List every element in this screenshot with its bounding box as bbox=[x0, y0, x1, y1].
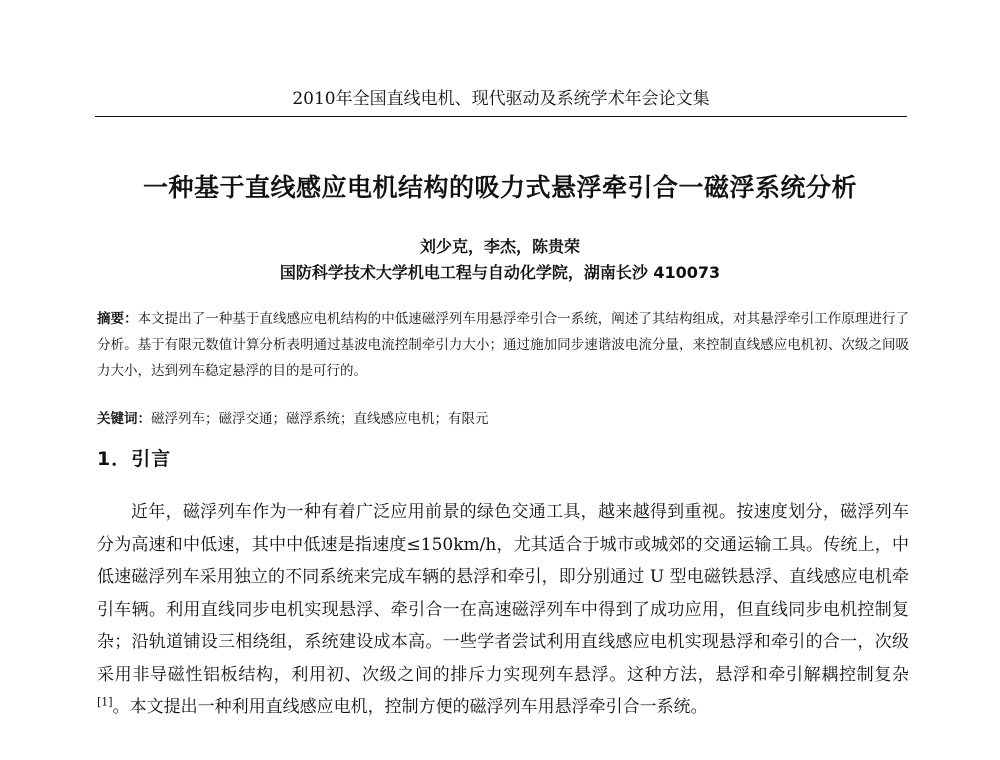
introduction-text-tail: 。本文提出一种利用直线感应电机，控制方便的磁浮列车用悬浮牵引合一系统。 bbox=[112, 697, 708, 717]
proceedings-header: 2010年全国直线电机、现代驱动及系统学术年会论文集 bbox=[292, 89, 710, 109]
section-heading-introduction: 1．引言 bbox=[97, 448, 172, 470]
abstract bbox=[97, 306, 909, 384]
abstract-label: 摘要： bbox=[97, 311, 138, 327]
paper-title: 一种基于直线感应电机结构的吸力式悬浮牵引合一磁浮系统分析 bbox=[142, 173, 857, 202]
keywords bbox=[97, 408, 909, 430]
introduction-paragraph bbox=[97, 496, 909, 724]
header-divider bbox=[95, 116, 907, 117]
keywords-text: 磁浮列车；磁浮交通；磁浮系统；直线感应电机；有限元 bbox=[151, 411, 489, 427]
paper-authors: 刘少克，李杰，陈贵荣 bbox=[419, 237, 580, 256]
introduction-text: 近年，磁浮列车作为一种有着广泛应用前景的绿色交通工具，越来越得到重视。按速度划分，磁浮列车分为高速和中低速，其中中低速是指速度≤150km/h，尤其适合于城市或城郊的交通运输工具。传统上，中低速磁浮列车采用独立的不同系统来完成车辆的悬浮和牵引，即分别通过 U 型电磁铁悬浮、直线感应电机牵引车辆。利用直线同步电机实现悬浮、牵引合一在高速磁浮列车中得到了成功应用，但直线同步电机控制复杂；沿轨道铺设三相绕组，系统建设成本高。一些学者尝试利用直线感应电机实现悬浮和牵引的合一，次级采用非导磁性铝板结构，利用初、次级之间的排斥力实现列车悬浮。这种方法，悬浮和牵引解耦控制复杂 bbox=[97, 502, 909, 685]
keywords-label: 关键词： bbox=[97, 411, 151, 427]
paper-affiliation: 国防科学技术大学机电工程与自动化学院，湖南长沙 410073 bbox=[279, 263, 721, 282]
citation-reference[interactable]: [1] bbox=[97, 695, 113, 709]
abstract-text: 本文提出了一种基于直线感应电机结构的中低速磁浮列车用悬浮牵引合一系统，阐述了其结构组成，对其悬浮牵引工作原理进行了分析。基于有限元数值计算分析表明通过基波电流控制牵引力大小；通过施加同步速谐波电流分量，来控制直线感应电机初、次级之间吸力大小，达到列车稳定悬浮的目的是可行的。 bbox=[97, 311, 910, 379]
